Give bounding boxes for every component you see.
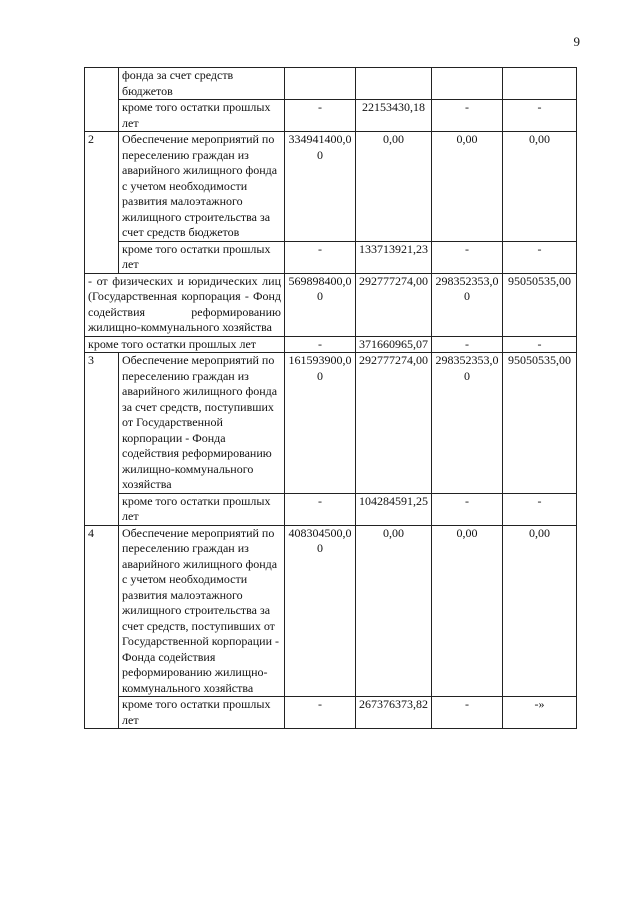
value-cell: 0,00 [356,132,432,242]
value-cell: 292777274,00 [356,273,432,336]
value-cell: - [285,100,356,132]
value-cell: - [503,241,577,273]
value-cell [503,68,577,100]
value-cell: 0,00 [432,132,503,242]
page-number: 9 [573,34,580,49]
description-cell: Обеспечение мероприятий по переселению граждан из аварийного жилищного фонда с учетом необходимости развития малоэтажного жилищного строительства за счет средств, поступивших от Государственной корпорации - Фонда содействия реформированию жилищно-коммунального хозяйства [119,525,285,697]
value-cell: - [432,100,503,132]
value-cell: 133713921,23 [356,241,432,273]
value-cell: - [285,493,356,525]
value-cell: 298352353,00 [432,353,503,494]
value-cell [285,68,356,100]
description-cell: кроме того остатки прошлых лет [119,493,285,525]
table-row [85,697,577,729]
table-row [85,100,577,132]
table-row [85,336,577,353]
value-cell: 292777274,00 [356,353,432,494]
description-cell: кроме того остатки прошлых лет [119,241,285,273]
description-cell: - от физических и юридических лиц (Государственная корпорация - Фонд содействия реформированию жилищно-коммунального хозяйства [85,273,285,336]
table-row [85,525,577,697]
budget-table [84,67,577,729]
value-cell [356,68,432,100]
value-cell: 0,00 [503,525,577,697]
description-cell: Обеспечение мероприятий по переселению граждан из аварийного жилищного фонда за счет средств, поступивших от Государственной корпорации - Фонда содействия реформированию жилищно-коммунального хозяйства [119,353,285,494]
description-cell: кроме того остатки прошлых лет [119,697,285,729]
value-cell: 95050535,00 [503,273,577,336]
value-cell: - [285,241,356,273]
value-cell: 161593900,00 [285,353,356,494]
value-cell: 569898400,00 [285,273,356,336]
value-cell: - [285,697,356,729]
description-cell: кроме того остатки прошлых лет [85,336,285,353]
value-cell: -» [503,697,577,729]
row-number-cell: 2 [85,132,119,274]
value-cell: 334941400,00 [285,132,356,242]
value-cell: 0,00 [356,525,432,697]
value-cell: - [432,241,503,273]
value-cell: 95050535,00 [503,353,577,494]
value-cell: - [503,100,577,132]
value-cell [432,68,503,100]
table-row [85,241,577,273]
value-cell: 0,00 [503,132,577,242]
value-cell: - [503,493,577,525]
value-cell: - [432,697,503,729]
value-cell: - [503,336,577,353]
value-cell: - [432,336,503,353]
value-cell: 408304500,00 [285,525,356,697]
value-cell: 104284591,25 [356,493,432,525]
value-cell: 371660965,07 [356,336,432,353]
table-row [85,353,577,494]
row-number-cell [85,68,119,132]
description-cell: Обеспечение мероприятий по переселению граждан из аварийного жилищного фонда с учетом необходимости развития малоэтажного жилищного строительства за счет средств бюджетов [119,132,285,242]
value-cell: 22153430,18 [356,100,432,132]
value-cell: - [285,336,356,353]
table-row [85,493,577,525]
row-number-cell: 4 [85,525,119,729]
value-cell: 298352353,00 [432,273,503,336]
description-cell: фонда за счет средств бюджетов [119,68,285,100]
table-row [85,68,577,100]
row-number-cell: 3 [85,353,119,526]
table-row [85,273,577,336]
value-cell: 0,00 [432,525,503,697]
table-row [85,132,577,242]
value-cell: - [432,493,503,525]
description-cell: кроме того остатки прошлых лет [119,100,285,132]
value-cell: 267376373,82 [356,697,432,729]
